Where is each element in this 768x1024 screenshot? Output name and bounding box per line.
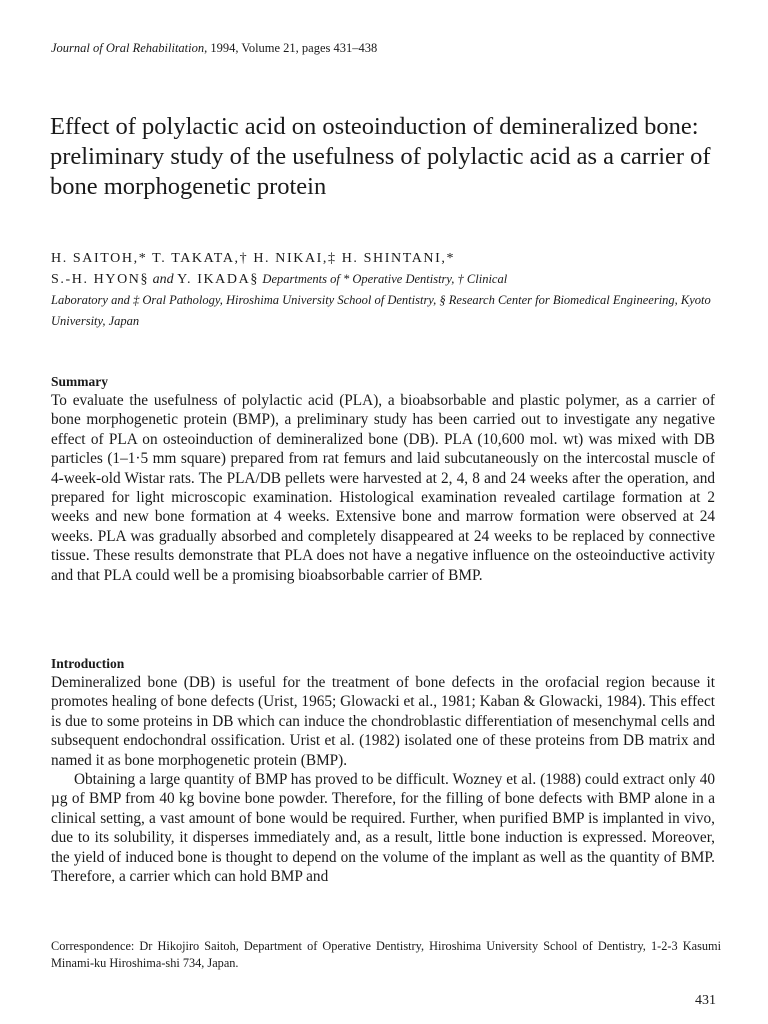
correspondence-note: Correspondence: Dr Hikojiro Saitoh, Department of Operative Dentistry, Hiroshima University School of Dentistry, 1-2-3 Kasumi Minami-ku Hiroshima-shi 734, Japan. [51,939,721,970]
journal-citation [51,41,377,56]
introduction-section [51,655,715,886]
page-number: 431 [695,993,716,1008]
affiliation-start: Departments of * Operative Dentistry, † Clinical [262,272,508,286]
author-block [51,248,721,332]
journal-name: Journal of Oral Rehabilitation [51,41,205,55]
summary-section [51,373,715,585]
introduction-paragraph-1: Demineralized bone (DB) is useful for the treatment of bone defects in the orofacial region because it promotes healing of bone defects (Urist, 1965; Glowacki et al., 1981; Kaban & Glowacki, 1984). This effect is due to some proteins in DB which can induce the chondroblastic differentiation of mesenchymal cells and subsequent endochondral ossification. Urist et al. (1982) isolated one of these proteins from DB matrix and named it as bone morphogenetic protein (BMP). [51,674,715,769]
author-line-1: H. SAITOH,* T. TAKATA,† H. NIKAI,‡ H. SHINTANI,* [51,251,456,266]
summary-heading: Summary [51,374,108,389]
author-names-a: S.-H. HYON§ [51,272,150,287]
introduction-paragraph-2: Obtaining a large quantity of BMP has proved to be difficult. Wozney et al. (1988) could extract only 40 µg of BMP from 40 kg bovine bone powder. Therefore, for the filling of bone defects with BMP alone in a clinical setting, a vast amount of bone would be required. Further, when purified BMP is implanted in vivo, due to its solubility, it disperses immediately and, as a result, little bone induction is expressed. Moreover, the yield of induced bone is thought to depend on the volume of the implant as well as the quantity of BMP. Therefore, a carrier which can hold BMP and [51,771,715,886]
introduction-heading: Introduction [51,656,125,671]
author-names-b: Y. IKADA§ [177,272,259,287]
summary-text: To evaluate the usefulness of polylactic acid (PLA), a bioabsorbable and plastic polymer, as a carrier of bone morphogenetic protein (BMP), a preliminary study has been carried out to investigate any negative effect of PLA on osteoinduction of demineralized bone (DB). PLA (10,600 mol. wt) was mixed with DB particles (1–1·5 mm square) prepared from rat femurs and laid subcutaneously on the intercostal muscle of 4-week-old Wistar rats. The PLA/DB pellets were harvested at 2, 4, 8 and 24 weeks after the operation, and prepared for light microscopic examination. Histological examination revealed cartilage formation at 2 weeks and new bone formation at 4 weeks. Extensive bone and marrow formation were observed at 24 weeks. PLA was gradually absorbed and completely disappeared at 24 weeks to be replaced by connective tissue. These results demonstrate that PLA does not have a negative influence on the osteoinductive activity and that PLA could well be a promising bioabsorbable carrier of BMP. [51,392,715,584]
journal-details: , 1994, Volume 21, pages 431–438 [204,41,378,55]
author-line-2 [51,269,721,290]
author-conjunction: and [152,272,174,287]
article-title: Effect of polylactic acid on osteoinduction of demineralized bone: preliminary study of the usefulness of polylactic acid as a carrier of bone morphogenetic protein [50,113,711,200]
affiliation-rest: Laboratory and ‡ Oral Pathology, Hiroshima University School of Dentistry, § Research Center for Biomedical Engineering, Kyoto University, Japan [51,293,711,328]
